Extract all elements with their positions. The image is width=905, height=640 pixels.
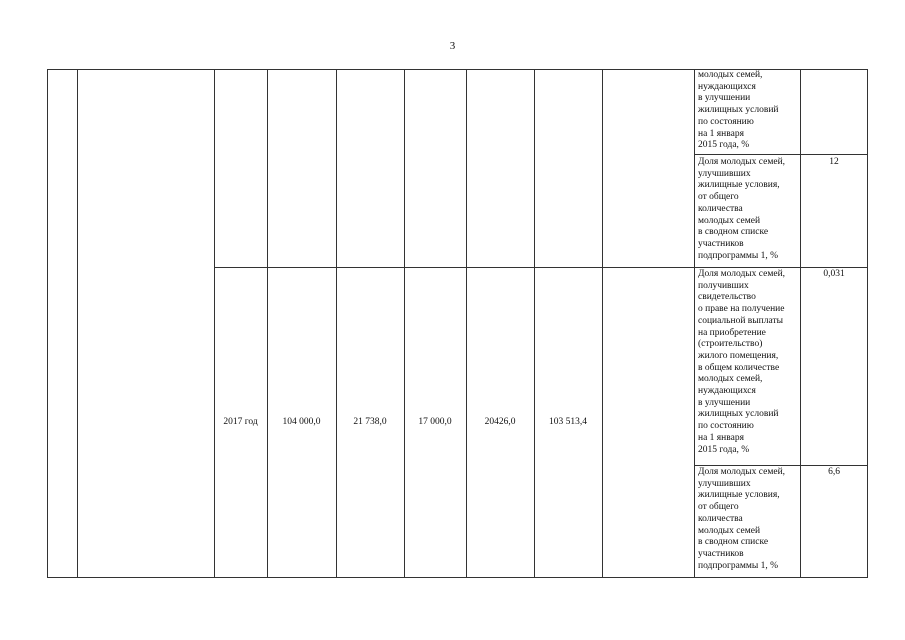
indicator-value: 12 <box>829 157 839 167</box>
value-cell: 104 000,0 <box>282 417 321 427</box>
col-divider <box>77 70 78 577</box>
year-cell: 2017 год <box>223 417 258 427</box>
indicator-text: молодых семей, нуждающихся в улучшении жилищных условий по состоянию на 1 января 2015 года, % <box>698 70 779 151</box>
col-divider <box>336 70 337 577</box>
page-number: 3 <box>449 40 456 52</box>
value-cell: 21 738,0 <box>353 417 387 427</box>
value-cell: 20426,0 <box>484 417 516 427</box>
indicator-text: Доля молодых семей, получивших свидетельство о праве на получение социальной выплаты на приобретение (строительство) жилого помещения, в общем количестве молодых семей, нуждающихся в улучшении жилищных условий по состоянию на 1 января 2015 года, % <box>698 269 786 455</box>
program-table <box>47 69 868 578</box>
col-divider <box>267 70 268 577</box>
indicator-text: Доля молодых семей, улучшивших жилищные условия, от общего количества молодых семей в сводном списке участников подпрограммы 1, % <box>698 157 786 261</box>
indicator-value: 6,6 <box>828 467 840 477</box>
col-divider <box>214 70 215 577</box>
row-divider-indicator <box>694 465 867 466</box>
col-divider <box>466 70 467 577</box>
row-divider-indicator <box>694 154 867 155</box>
value-cell: 103 513,4 <box>549 417 587 427</box>
col-divider <box>602 70 603 577</box>
row-divider-year <box>214 267 867 268</box>
value-cell: 17 000,0 <box>418 417 452 427</box>
col-divider <box>694 70 695 577</box>
col-divider <box>800 70 801 577</box>
col-divider <box>404 70 405 577</box>
col-divider <box>534 70 535 577</box>
indicator-value: 0,031 <box>823 269 845 279</box>
indicator-text: Доля молодых семей, улучшивших жилищные условия, от общего количества молодых семей в сводном списке участников подпрограммы 1, % <box>698 467 786 571</box>
